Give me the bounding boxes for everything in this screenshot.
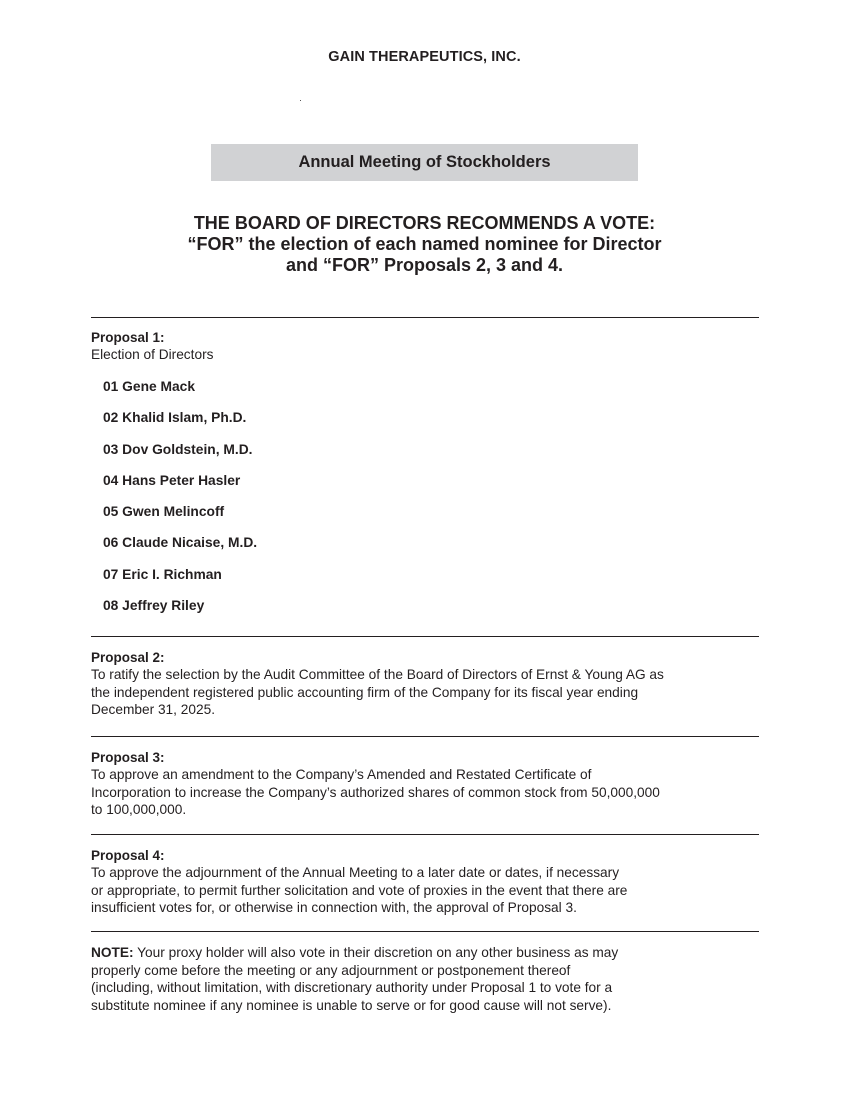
note-text-line: substitute nominee if any nominee is unable to serve or for good cause will not serve). <box>91 997 612 1013</box>
meeting-banner <box>211 144 638 181</box>
nominee-item: 08 Jeffrey Riley <box>103 598 205 614</box>
recommendation-line: THE BOARD OF DIRECTORS RECOMMENDS A VOTE: <box>193 213 656 233</box>
proposal-1 <box>91 330 759 364</box>
company-name: GAIN THERAPEUTICS, INC. <box>328 49 521 65</box>
recommendation-line: and “FOR” Proposals 2, 3 and 4. <box>285 255 564 275</box>
nominee-item: 04 Hans Peter Hasler <box>103 472 241 488</box>
note-label: NOTE: <box>91 945 134 960</box>
divider <box>91 636 759 637</box>
divider <box>91 931 759 932</box>
proposal-text-line: insufficient votes for, or otherwise in connection with, the approval of Proposal 3. <box>91 900 577 915</box>
proposal-text-line: the independent registered public accounting firm of the Company for its fiscal year ending <box>91 684 639 700</box>
recommendation-line: “FOR” the election of each named nominee for Director <box>187 234 662 254</box>
proposal-text-line: to 100,000,000. <box>91 802 187 817</box>
nominee-item: 02 Khalid Islam, Ph.D. <box>103 410 247 426</box>
note-section <box>91 944 759 1014</box>
note-text-line: (including, without limitation, with discretionary authority under Proposal 1 to vote for a <box>91 980 613 995</box>
proposal-title: Proposal 4: <box>91 848 165 863</box>
nominee-item: 01 Gene Mack <box>103 379 196 394</box>
banner-text: Annual Meeting of Stockholders <box>298 153 551 171</box>
stray-dot <box>300 100 301 101</box>
board-recommendation <box>0 213 849 276</box>
proposal-title: Proposal 2: <box>91 650 165 665</box>
divider <box>91 834 759 835</box>
proposal-3 <box>91 750 759 819</box>
proposal-text-line: To ratify the selection by the Audit Committee of the Board of Directors of Ernst & Young AG as <box>91 667 664 682</box>
nominee-item: 06 Claude Nicaise, M.D. <box>103 535 258 551</box>
proposal-text-line: Incorporation to increase the Company’s authorized shares of common stock from 50,000,000 <box>91 784 660 800</box>
proposal-text-line: To approve an amendment to the Company’s Amended and Restated Certificate of <box>91 767 592 782</box>
proposal-title: Proposal 1: <box>91 330 165 345</box>
divider <box>91 736 759 737</box>
proposal-text-line: or appropriate, to permit further solicitation and vote of proxies in the event that there are <box>91 882 628 898</box>
proposal-text-line: December 31, 2025. <box>91 702 216 717</box>
nominee-item: 05 Gwen Melincoff <box>103 504 225 520</box>
note-text-line: properly come before the meeting or any adjournment or postponement thereof <box>91 962 571 978</box>
proposal-title: Proposal 3: <box>91 750 165 765</box>
nominee-item: 03 Dov Goldstein, M.D. <box>103 441 253 457</box>
proposal-text: Election of Directors <box>91 347 214 362</box>
note-first-line <box>91 944 759 962</box>
divider <box>91 317 759 318</box>
nominee-list <box>103 378 257 628</box>
nominee-item: 07 Eric I. Richman <box>103 566 222 582</box>
proposal-2 <box>91 650 759 719</box>
proposal-4 <box>91 848 759 917</box>
proposal-text-line: To approve the adjournment of the Annual Meeting to a later date or dates, if necessary <box>91 865 620 880</box>
note-text: Your proxy holder will also vote in their discretion on any other business as may <box>133 945 619 960</box>
